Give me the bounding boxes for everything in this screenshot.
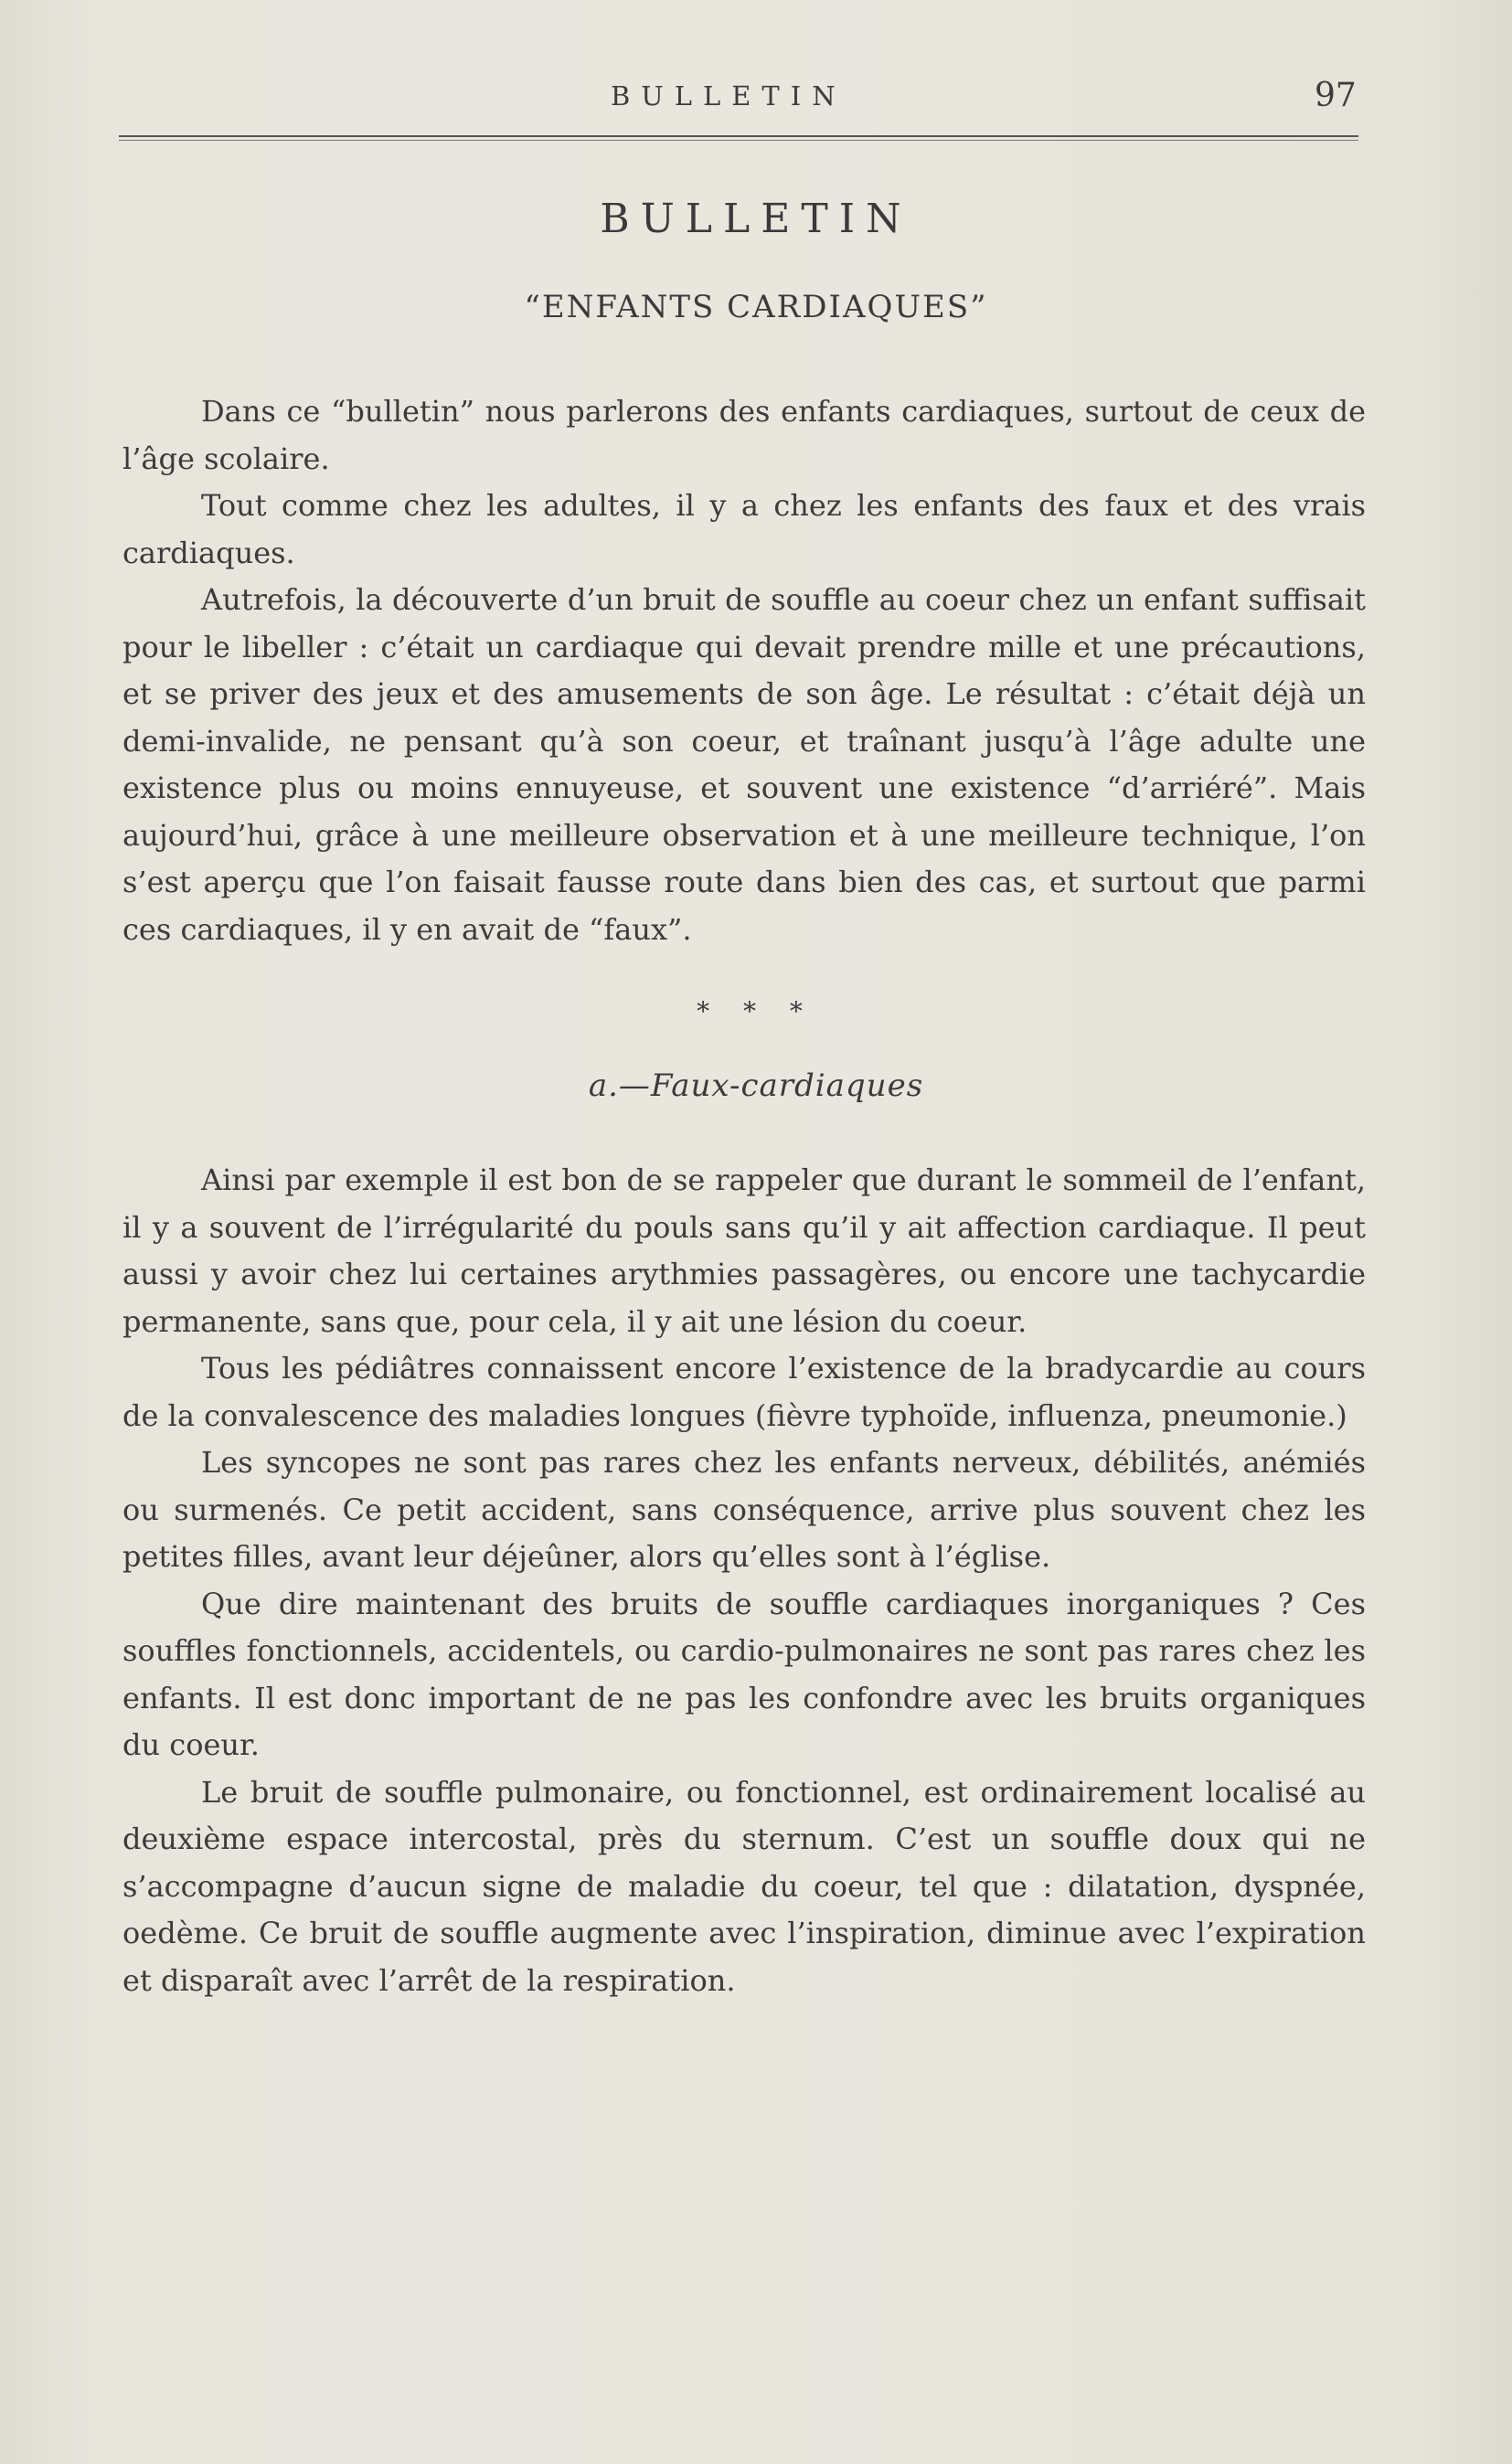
section-heading: a.—Faux-cardiaques	[588, 1067, 924, 1104]
running-head-title: BULLETIN	[611, 80, 847, 112]
intro-text-block	[122, 388, 1366, 953]
paragraph: Le bruit de souffle pulmonaire, ou fonctionnel, est ordinairement localisé au deuxième espace intercostal, près du sternum. C’est un souffle doux qui ne s’accompagne d’aucun signe de maladie du coeur, tel que : dilatation, dyspnée, oedème. Ce bruit de souffle augmente avec l’inspiration, diminue avec l’expiration et disparaît avec l’arrêt de la respiration.	[122, 1774, 1366, 1998]
paragraph: Tout comme chez les adultes, il y a chez les enfants des faux et des vrais cardiaques.	[122, 488, 1366, 570]
paragraph: Tous les pédiâtres connaissent encore l’existence de la bradycardie au cours de la convalescence des maladies longues (fièvre typhoïde, influenza, pneumonie.)	[122, 1351, 1366, 1433]
page-number: 97	[1315, 77, 1357, 114]
paragraph: Que dire maintenant des bruits de souffle cardiaques inorganiques ? Ces souffles fonctionnels, accidentels, ou cardio-pulmonaires ne sont pas rares chez les enfants. Il est donc important de ne pas les confondre avec les bruits organiques du coeur.	[122, 1586, 1366, 1762]
paragraph: Autrefois, la découverte d’un bruit de souffle au coeur chez un enfant suffisait pour le libeller : c’était un cardiaque qui devait prendre mille et une précautions, et se priver des jeux et des amusements de son âge. Le résultat : c’était déjà un demi-invalide, ne pensant qu’à son coeur, et traînant jusqu’à l’âge adulte une existence plus ou moins ennuyeuse, et souvent une existence “d’arriéré”. Mais aujourd’hui, grâce à une meilleure observation et à une meilleure technique, l’on s’est aperçu que l’on faisait fausse route dans bien des cas, et surtout que parmi ces cardiaques, il y en avait de “faux”.	[122, 582, 1366, 947]
header-rule	[119, 135, 1358, 137]
paragraph: Ainsi par exemple il est bon de se rappeler que durant le sommeil de l’enfant, il y a souvent de l’irrégularité du pouls sans qu’il y ait affection cardiaque. Il peut aussi y avoir chez lui certaines arythmies passagères, ou encore une tachycardie permanente, sans que, pour cela, il y ait une lésion du coeur.	[122, 1163, 1366, 1339]
asterism-separator: * * *	[697, 996, 815, 1026]
section-title: BULLETIN	[600, 196, 912, 242]
running-head	[0, 77, 1512, 117]
article-subtitle: “ENFANTS CARDIAQUES”	[524, 289, 988, 325]
section-a-text-block	[122, 1157, 1366, 2004]
paragraph: Dans ce “bulletin” nous parlerons des enfants cardiaques, surtout de ceux de l’âge scolaire.	[122, 394, 1366, 476]
paragraph: Les syncopes ne sont pas rares chez les enfants nerveux, débilités, anémiés ou surmenés. Ce petit accident, sans conséquence, arrive plus souvent chez les petites filles, avant leur déjeûner, alors qu’elles sont à l’église.	[122, 1445, 1366, 1574]
header-rule-secondary	[119, 140, 1358, 141]
